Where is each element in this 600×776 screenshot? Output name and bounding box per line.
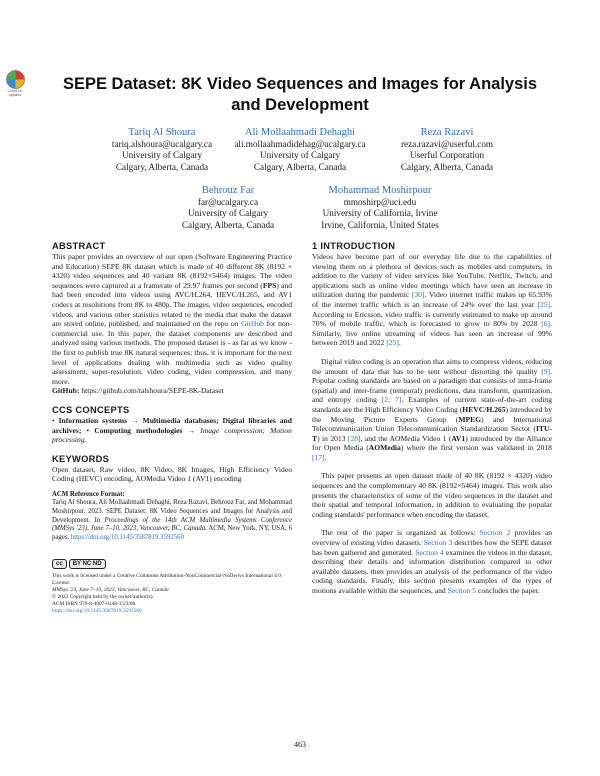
- author-email: ali.mollaahmadidehag@ucalgary.ca: [234, 139, 366, 149]
- author-name[interactable]: Behrouz Far: [201, 185, 255, 196]
- introduction-heading: 1 INTRODUCTION: [312, 241, 396, 251]
- abstract-github-line: GitHub: https://github.com/talshoura/SEPE-8K-Dataset: [52, 386, 224, 396]
- badge-label: Check for updates: [7, 89, 23, 97]
- author-name[interactable]: Reza Razavi: [420, 127, 474, 138]
- author-email: mmoshirp@uci.edu: [343, 197, 417, 207]
- author-org: University of Calgary: [187, 208, 269, 219]
- github-link[interactable]: GitHub: [241, 319, 264, 329]
- author-email: far@ucalgary.ca: [197, 197, 259, 207]
- citation-link[interactable]: [6]: [541, 319, 551, 329]
- citation-link[interactable]: [28]: [347, 433, 361, 443]
- doi-link[interactable]: https://doi.org/10.1145/3587819.3592560: [70, 533, 184, 541]
- citation-link[interactable]: [2, 7]: [381, 395, 402, 405]
- author-block-5: [290, 184, 470, 231]
- author-place: Calgary, Alberta, Canada: [115, 161, 209, 172]
- section-link[interactable]: Section 4: [415, 547, 444, 557]
- intro-paragraph-2: Digital video coding is an operation that aims to compress videos, reducing the amount of data that has to be sent without distorting the quality [9]. Popular coding standards are based on a paradigm that consists of intra-frame (spatial) and inter-frame (temporal) predictions, data transform, quantization, and entropy coding [2, 7]. Examples of current state-of-the-art coding standards are the High Efficiency Video Coding (HEVC/H.265) introduced by the Moving Picture Experts Group (MPEG) and International Telecommunication Union Telecommunication Standardization Sector (ITU-T) in 2013 [28], and the AOMedia Video 1 (AV1) introduced by the Alliance for Open Media (AOMedia) where the first version was validated in 2018 [17].: [312, 356, 553, 462]
- abstract-text: This paper provides an overview of our open (Software Engineering Practice and Education) SEPE 8K dataset which is made of 40 different 8K (8192 × 4320) video sequences and 40 variant 8K (8192×5464) images. The video sequences were captured at a framerate of 29.97 frames per second (FPS) and had been encoded into videos using AVC/H.264, HEVC/H.265, and AV1 codecs at resolutions from 8K to 480p. The images, video sequences, encoded videos, and various other statistics related to the media that make the dataset are stored online, published, and maintained on the repo on GitHub for non-commercial use. In this paper, the dataset components are described and analyzed using various methods. The proposed dataset is - as far as we know - the first to publish true 8K natural sequences; thus, it is important for the next level of applications dealing with multimedia such as video quality assessment, super-resolution, video coding, video compression, and many more.: [52, 252, 293, 386]
- author-place: Calgary, Alberta, Canada: [253, 161, 347, 172]
- author-place: Calgary, Alberta, Canada: [400, 161, 494, 172]
- citation-link[interactable]: [25]: [537, 299, 551, 309]
- author-org: University of California, Irvine: [322, 208, 438, 219]
- section-link[interactable]: Section 5: [447, 586, 477, 595]
- author-email: tariq.alshoura@ucalgary.ca: [111, 139, 213, 149]
- ccs-heading: CCS CONCEPTS: [52, 404, 130, 415]
- check-for-updates-badge[interactable]: [2, 70, 28, 100]
- acm-reference: ACM Reference Format: Tariq Al Shoura, Ali Mollaahmadi Dehaghi, Reza Razavi, Behrouz Far, and Mohammad Moshirpour. 2023. SEPE Dataset: 8K Video Sequences and Images for Analysis and Development. In Proceedings of the 14th ACM Multimedia Systems Conference (MMSys '23), June 7–10, 2023, Vancouver, BC, Canada. ACM, New York, NY, USA, 6 pages. https://doi.org/10.1145/3587819.3592560: [52, 490, 292, 541]
- author-org: University of Calgary: [259, 150, 341, 161]
- paper-title: SEPE Dataset: 8K Video Sequences and Images for Analysis and Development: [62, 75, 538, 114]
- citation-link[interactable]: [25]: [386, 338, 399, 348]
- intro-paragraph-1: Videos have become part of our everyday life due to the capabilities of viewing them on a plethora of devices such as mobiles and computers, in addition to the variety of video services like YouTube, Netflix, Twitch, and applications such as online video meetings which have seen an increase in utilization during the pandemic [30]. Video internet traffic makes up 65.93% of the internet traffic which is an increase of 24% over the last year [25]. According to Ericsson, video traffic is currently estimated to make up around 70% of mobile traffic, which is forecasted to grow to 80% by 2028 [6]. Similarly, live online streaming of videos has seen an increase of 99% between 2019 and 2022 [25].: [312, 252, 552, 348]
- citation-link[interactable]: [30]: [411, 290, 425, 300]
- section-link[interactable]: Section 2: [479, 528, 511, 538]
- author-org: Userful Corporation: [409, 150, 485, 161]
- author-name[interactable]: Mohammad Moshirpour: [328, 185, 432, 196]
- author-block-3: [357, 126, 537, 173]
- author-place: Irvine, California, United States: [321, 219, 439, 230]
- author-place: Calgary, Alberta, Canada: [181, 219, 275, 230]
- github-url[interactable]: https://github.com/talshoura/SEPE-8K-Dataset: [81, 386, 224, 396]
- by-nc-nd-icon: BY NC ND: [69, 559, 106, 569]
- citation-link[interactable]: [17]: [312, 452, 325, 462]
- cc-icon: cc: [52, 559, 67, 569]
- cc-license-badge[interactable]: [52, 552, 292, 570]
- abstract-heading: ABSTRACT: [52, 241, 106, 251]
- crossmark-icon: [6, 70, 25, 89]
- author-org: University of Calgary: [121, 150, 203, 161]
- keywords-heading: KEYWORDS: [52, 453, 110, 464]
- left-column: [52, 240, 292, 615]
- page-number: 463: [294, 740, 306, 749]
- section-link[interactable]: Section 3: [423, 538, 453, 548]
- author-email: reza.razavi@userful.com: [400, 139, 494, 149]
- license-doi-link[interactable]: https://doi.org/10.1145/3587819.3592560: [52, 608, 142, 615]
- intro-paragraph-4: The rest of the paper is organized as follows: Section 2 provides an overview of existing video datasets. Section 3 describes how the SEPE dataset has been gathered and generated. Section 4 examines the videos in the dataset, describing their details and information distribution compared to other available datasets, then provides an analysis of the performance of the video coding standards. Finally, this section presents examples of the types of motions available within the sequences, and Section 5 concludes the paper.: [312, 528, 553, 595]
- author-name[interactable]: Ali Mollaahmadi Dehaghi: [244, 127, 356, 138]
- right-column: [312, 240, 552, 596]
- intro-paragraph-3: This paper presents an open dataset made of 40 8K (8192 × 4320) video sequences and the complementary 40 8K (8192×5464) images. This work also presents the characteristics of some of the video sequences in the dataset and their spatial and temporal information, in addition to evaluating the popular coding standards' performance when encoding the dataset.: [312, 471, 552, 519]
- ccs-text: • Information systems → Multimedia databases; Digital libraries and archives; • Computing methodologies → Image compression; Motion processing.: [52, 415, 292, 445]
- license-text: This work is licensed under a Creative Commons Attribution-NonCommercial-NoDerivs International 4.0 License. MMSys '23, June 7–10, 2023, Vancouver, BC, Canada © 2023 Copyright held by the owner/author(s). ACM ISBN 979-8-4007-0148-1/23/06. https://doi.org/10.1145/3587819.3592560: [52, 573, 281, 615]
- keywords-text: Open dataset, Raw video, 8K Video, 8K Images, High Efficiency Video Coding (HEVC) encoding, AOMedia Video 1 (AV1) encoding: [52, 464, 292, 484]
- author-name[interactable]: Tariq Al Shoura: [128, 127, 196, 138]
- citation-link[interactable]: [9]: [541, 366, 551, 376]
